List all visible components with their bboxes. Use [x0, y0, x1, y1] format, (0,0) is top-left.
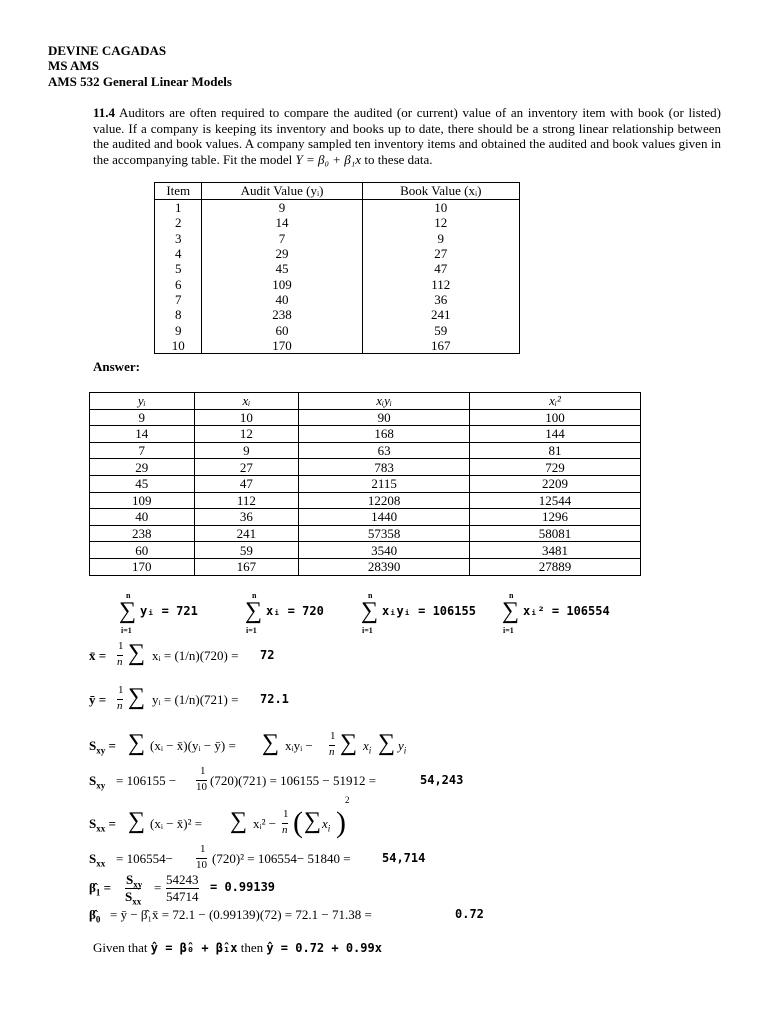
xbar-value: 72 [260, 648, 275, 662]
table-row [155, 261, 520, 276]
beta1-symbol: $\betâ_1$ = [89, 880, 112, 898]
sum-lower: i=1 [121, 626, 132, 635]
sxx-value: 54,714 [382, 851, 426, 865]
xbar-symbol: x̄ = [89, 648, 107, 663]
table-cell: 8 [155, 307, 202, 322]
table-row [90, 459, 641, 476]
table-cell: 170 [202, 338, 362, 354]
fraction-num: 1 [200, 843, 206, 855]
sum-x: xᵢ = 720 [266, 604, 324, 618]
table-row [90, 525, 641, 542]
table-cell: 12 [194, 426, 299, 443]
sum-term-x: $x_i$ [363, 738, 372, 756]
sum-xy: xᵢyᵢ = 106155 [382, 604, 476, 618]
equals-sign: = [154, 880, 162, 895]
answer-label: Answer: [93, 359, 140, 374]
sum-upper: n [509, 591, 514, 600]
paren-open: ( [293, 806, 303, 839]
sum-term-y: $y_i$ [398, 738, 407, 756]
table-cell: 12 [362, 215, 519, 230]
fraction-den: n [282, 824, 288, 836]
table-cell: 63 [299, 442, 470, 459]
table-cell: 60 [202, 322, 362, 337]
table-cell: 109 [202, 276, 362, 291]
sum-lower: i=1 [362, 626, 373, 635]
sigma-icon: ∑ [128, 640, 146, 666]
table-cell: 60 [90, 542, 195, 559]
table-cell: 57358 [299, 525, 470, 542]
sigma-icon: ∑ [119, 598, 137, 624]
table-row [90, 426, 641, 443]
table-cell: 112 [362, 276, 519, 291]
table-cell: 10 [362, 200, 519, 216]
table-cell: 4 [155, 246, 202, 261]
fraction-num: 1 [200, 765, 206, 777]
sxy-calc-expression-2: (720)(721) = 106155 − 51912 = [210, 773, 377, 788]
problem-statement [93, 105, 721, 167]
table-row [155, 338, 520, 354]
sum-upper: n [126, 591, 131, 600]
ybar-symbol: ȳ = [89, 692, 107, 707]
table-row [90, 542, 641, 559]
problem-number: 11.4 [93, 105, 116, 120]
sxx-expression: (xᵢ − x̄)² = [150, 816, 203, 831]
sxy-value: 54,243 [420, 773, 464, 787]
beta1-num-symbol: $S_{xy}$ [126, 872, 143, 890]
beta1-den-symbol: $S_{xx}$ [125, 889, 142, 907]
course-title: AMS 532 General Linear Models [48, 74, 232, 89]
table-cell: 45 [90, 475, 195, 492]
table-cell: 2209 [470, 475, 641, 492]
table-row [155, 307, 520, 322]
sigma-icon: ∑ [361, 598, 379, 624]
table-cell: 783 [299, 459, 470, 476]
table-cell: 81 [470, 442, 641, 459]
fraction-num: 1 [118, 684, 124, 696]
fraction-num: 1 [118, 640, 124, 652]
fraction-den: n [329, 746, 335, 758]
table-cell: 238 [202, 307, 362, 322]
table-cell: 109 [90, 492, 195, 509]
beta1-value: = 0.99139 [210, 880, 276, 894]
table-cell: 167 [362, 338, 519, 354]
table-cell: 5 [155, 261, 202, 276]
table-cell: 47 [194, 475, 299, 492]
table-cell: 27 [362, 246, 519, 261]
sxy-symbol: $S_{xy}$ [89, 773, 106, 791]
table-cell: 10 [155, 338, 202, 354]
sum-term-x: $x_i$ [322, 816, 331, 834]
table-cell: 9 [90, 409, 195, 426]
table-cell: 9 [155, 322, 202, 337]
final-prefix: Given that [93, 940, 151, 955]
paren-close: ) [336, 806, 346, 839]
table-cell: 14 [202, 215, 362, 230]
table-cell: 7 [202, 231, 362, 246]
sxx-calc-expression-2: (720)² = 106554− 51840 = [212, 851, 351, 866]
sigma-icon: ∑ [502, 598, 520, 624]
ybar-value: 72.1 [260, 692, 289, 706]
beta0-value: 0.72 [455, 907, 484, 921]
column-header: Book Value (xᵢ) [362, 183, 519, 200]
table-cell: 58081 [470, 525, 641, 542]
table-cell: 9 [202, 200, 362, 216]
sigma-icon: ∑ [245, 598, 263, 624]
sxy-expression-2: xᵢyᵢ − [285, 738, 313, 753]
sum-upper: n [368, 591, 373, 600]
sigma-icon: ∑ [378, 730, 396, 756]
table-cell: 168 [299, 426, 470, 443]
sum-y: yᵢ = 721 [140, 604, 198, 618]
final-model [93, 940, 382, 956]
table-cell: 112 [194, 492, 299, 509]
table-cell: 14 [90, 426, 195, 443]
xbar-expression: xᵢ = (1/n)(720) = [152, 648, 239, 663]
column-header: xᵢ [194, 393, 299, 410]
table-cell: 2 [155, 215, 202, 230]
beta1-numerator: 54243 [166, 872, 199, 887]
problem-tail: to these data. [361, 151, 433, 167]
sigma-icon: ∑ [304, 808, 322, 834]
sigma-icon: ∑ [262, 730, 280, 756]
table-cell: 7 [155, 292, 202, 307]
table-cell: 47 [362, 261, 519, 276]
table-cell: 238 [90, 525, 195, 542]
table-cell: 28390 [299, 558, 470, 575]
sxx-expression-2: xᵢ² − [253, 816, 277, 831]
sigma-icon: ∑ [230, 808, 248, 834]
table-cell: 90 [299, 409, 470, 426]
table-cell: 144 [470, 426, 641, 443]
problem-text: Auditors are often required to compare the audited (or current) value of an inventory item with book (or listed) value. If a company is keeping its inventory and books up to date, there should be a strong linear relationship between the audited and book values. A company sampled ten inventory items and obtained the audited and book values given in the accompanying table. Fit the model [93, 105, 721, 167]
sxy-expression: (xᵢ − x̄)(yᵢ − ȳ) = [150, 738, 236, 753]
table-row [155, 246, 520, 261]
sum-lower: i=1 [503, 626, 514, 635]
table-cell: 12208 [299, 492, 470, 509]
sigma-icon: ∑ [128, 730, 146, 756]
table-cell: 27 [194, 459, 299, 476]
table-row [155, 200, 520, 216]
column-header: Item [155, 183, 202, 200]
table-cell: 170 [90, 558, 195, 575]
table-cell: 59 [194, 542, 299, 559]
computation-table [89, 392, 641, 576]
table-cell: 167 [194, 558, 299, 575]
table-cell: 12544 [470, 492, 641, 509]
beta0-expression: = ȳ − β̂₁x̄ = 72.1 − (0.99139)(72) = 72.1 − 71.38 = [110, 907, 372, 922]
final-middle: then [237, 940, 267, 955]
table-row [90, 442, 641, 459]
model-form: ŷ = β̂₀ + β̂₁x [150, 941, 238, 955]
sum-upper: n [252, 591, 257, 600]
data-table [154, 182, 520, 354]
table-cell: 1 [155, 200, 202, 216]
table-cell: 1440 [299, 509, 470, 526]
sigma-icon: ∑ [128, 684, 146, 710]
exponent: 2 [345, 795, 350, 805]
sxy-calc-expression: = 106155 − [116, 773, 177, 788]
sigma-icon: ∑ [340, 730, 358, 756]
table-row [155, 276, 520, 291]
table-cell: 40 [202, 292, 362, 307]
table-cell: 36 [194, 509, 299, 526]
table-cell: 2115 [299, 475, 470, 492]
table-cell: 1296 [470, 509, 641, 526]
table-cell: 9 [362, 231, 519, 246]
sum-lower: i=1 [246, 626, 257, 635]
ybar-expression: yᵢ = (1/n)(721) = [152, 692, 239, 707]
degree: MS AMS [48, 58, 99, 73]
table-row [155, 231, 520, 246]
table-cell: 3540 [299, 542, 470, 559]
table-cell: 45 [202, 261, 362, 276]
table-cell: 59 [362, 322, 519, 337]
sigma-icon: ∑ [128, 808, 146, 834]
table-cell: 729 [470, 459, 641, 476]
fraction-den: n [117, 700, 123, 712]
fraction-den: 10 [196, 781, 207, 793]
column-header: xᵢyᵢ [299, 393, 470, 410]
table-row [90, 475, 641, 492]
table-row [90, 509, 641, 526]
table-cell: 40 [90, 509, 195, 526]
fraction-den: 10 [196, 859, 207, 871]
table-cell: 7 [90, 442, 195, 459]
column-header: yᵢ [90, 393, 195, 410]
beta0-symbol: $\betâ_0$ [89, 907, 101, 925]
sxx-calc-expression: = 106554− [116, 851, 173, 866]
fraction-den: n [117, 656, 123, 668]
table-cell: 6 [155, 276, 202, 291]
table-cell: 100 [470, 409, 641, 426]
fraction-num: 1 [330, 730, 336, 742]
table-cell: 27889 [470, 558, 641, 575]
beta1-denominator: 54714 [166, 889, 199, 904]
column-header: xᵢ² [470, 393, 641, 410]
table-cell: 29 [202, 246, 362, 261]
problem-model: Y = β₀ + β₁x [295, 151, 362, 167]
table-row [155, 322, 520, 337]
table-row [90, 492, 641, 509]
table-cell: 3481 [470, 542, 641, 559]
table-cell: 10 [194, 409, 299, 426]
table-row [155, 292, 520, 307]
table-cell: 9 [194, 442, 299, 459]
fraction-num: 1 [283, 808, 289, 820]
table-row [90, 558, 641, 575]
sxx-symbol: $S_{xx}$ = [89, 816, 116, 834]
column-header: Audit Value (yᵢ) [202, 183, 362, 200]
table-cell: 241 [194, 525, 299, 542]
table-cell: 241 [362, 307, 519, 322]
table-cell: 3 [155, 231, 202, 246]
table-cell: 29 [90, 459, 195, 476]
sxx-symbol: $S_{xx}$ [89, 851, 106, 869]
author-name: DEVINE CAGADAS [48, 43, 167, 58]
sum-x2: xᵢ² = 106554 [523, 604, 610, 618]
table-row [155, 215, 520, 230]
sxy-symbol: $S_{xy}$ = [89, 738, 116, 756]
table-row [90, 409, 641, 426]
fitted-model: ŷ = 0.72 + 0.99x [266, 941, 382, 955]
table-cell: 36 [362, 292, 519, 307]
